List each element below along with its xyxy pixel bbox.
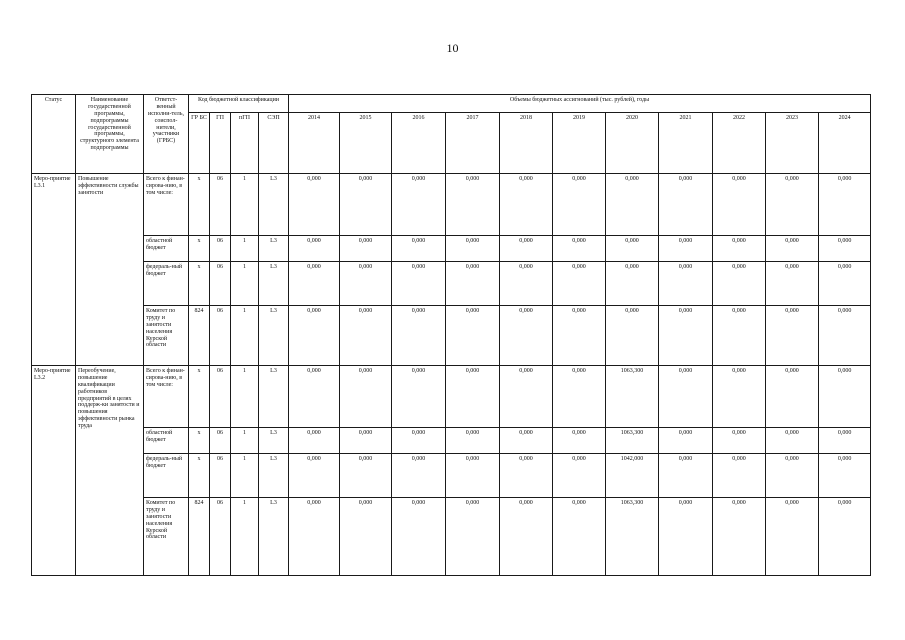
header-volumes: Объемы бюджетных ассигнований (тыс. рублей), годы xyxy=(289,95,871,113)
header-year: 2022 xyxy=(713,113,766,174)
sep-cell: L3 xyxy=(259,454,289,498)
value-cell: 0,000 xyxy=(819,498,871,576)
value-cell: 0,000 xyxy=(446,236,500,262)
grbs-cell: 824 xyxy=(189,306,210,366)
value-cell: 0,000 xyxy=(819,366,871,428)
gp-cell: 06 xyxy=(210,174,231,236)
value-cell: 1063,300 xyxy=(606,498,659,576)
value-cell: 0,000 xyxy=(392,174,446,236)
header-year: 2020 xyxy=(606,113,659,174)
gp-cell: 06 xyxy=(210,236,231,262)
value-cell: 0,000 xyxy=(392,454,446,498)
value-cell: 0,000 xyxy=(289,428,340,454)
table-row xyxy=(32,306,871,366)
pgp-cell: 1 xyxy=(231,428,259,454)
header-year: 2023 xyxy=(766,113,819,174)
value-cell: 0,000 xyxy=(289,174,340,236)
header-year: 2019 xyxy=(553,113,606,174)
value-cell: 0,000 xyxy=(446,306,500,366)
grbs-cell: 824 xyxy=(189,498,210,576)
value-cell: 0,000 xyxy=(819,428,871,454)
table-row xyxy=(32,428,871,454)
value-cell: 0,000 xyxy=(392,262,446,306)
value-cell: 0,000 xyxy=(500,428,553,454)
pgp-cell: 1 xyxy=(231,174,259,236)
value-cell: 0,000 xyxy=(340,498,392,576)
value-cell: 0,000 xyxy=(446,174,500,236)
value-cell: 0,000 xyxy=(500,454,553,498)
value-cell: 0,000 xyxy=(553,498,606,576)
value-cell: 0,000 xyxy=(819,306,871,366)
value-cell: 0,000 xyxy=(340,366,392,428)
value-cell: 0,000 xyxy=(766,236,819,262)
measure-name-cell: Повышение эффективности службы занятости xyxy=(76,174,144,366)
table-row xyxy=(32,454,871,498)
value-cell: 0,000 xyxy=(659,366,713,428)
grbs-cell: х xyxy=(189,174,210,236)
value-cell: 0,000 xyxy=(659,498,713,576)
value-cell: 0,000 xyxy=(289,454,340,498)
header-row-top xyxy=(32,95,871,113)
table-row xyxy=(32,236,871,262)
sep-cell: L3 xyxy=(259,498,289,576)
value-cell: 0,000 xyxy=(500,174,553,236)
value-cell: 0,000 xyxy=(500,236,553,262)
page-number: 10 xyxy=(446,41,459,55)
value-cell: 1063,300 xyxy=(606,366,659,428)
executor-cell: федераль-ный бюджет xyxy=(144,454,189,498)
sep-cell: L3 xyxy=(259,236,289,262)
executor-cell: областной бюджет xyxy=(144,428,189,454)
value-cell: 0,000 xyxy=(766,428,819,454)
value-cell: 0,000 xyxy=(553,306,606,366)
value-cell: 0,000 xyxy=(713,366,766,428)
value-cell: 0,000 xyxy=(289,366,340,428)
value-cell: 0,000 xyxy=(819,262,871,306)
value-cell: 0,000 xyxy=(713,306,766,366)
status-cell: Меро-приятие L3.2 xyxy=(32,366,76,576)
value-cell: 0,000 xyxy=(713,174,766,236)
value-cell: 0,000 xyxy=(766,498,819,576)
header-year: 2015 xyxy=(340,113,392,174)
header-year: 2021 xyxy=(659,113,713,174)
grbs-cell: х xyxy=(189,366,210,428)
gp-cell: 06 xyxy=(210,262,231,306)
value-cell: 0,000 xyxy=(340,454,392,498)
executor-cell: федераль-ный бюджет xyxy=(144,262,189,306)
value-cell: 0,000 xyxy=(446,428,500,454)
measure-name-cell: Переобучение, повышение квалификации работников предприятий в целях поддерж-ки занятости и повышения эффективности рынка труда xyxy=(76,366,144,576)
grbs-cell: х xyxy=(189,428,210,454)
value-cell: 0,000 xyxy=(500,306,553,366)
sep-cell: L3 xyxy=(259,306,289,366)
value-cell: 0,000 xyxy=(392,428,446,454)
gp-cell: 06 xyxy=(210,428,231,454)
header-year: 2024 xyxy=(819,113,871,174)
grbs-cell: х xyxy=(189,454,210,498)
value-cell: 0,000 xyxy=(766,306,819,366)
header-year: 2018 xyxy=(500,113,553,174)
value-cell: 0,000 xyxy=(392,236,446,262)
executor-cell: областной бюджет xyxy=(144,236,189,262)
value-cell: 0,000 xyxy=(446,366,500,428)
table-body xyxy=(32,174,871,576)
value-cell: 0,000 xyxy=(766,262,819,306)
value-cell: 0,000 xyxy=(713,262,766,306)
value-cell: 0,000 xyxy=(392,306,446,366)
value-cell: 0,000 xyxy=(713,236,766,262)
value-cell: 1042,000 xyxy=(606,454,659,498)
sep-cell: L3 xyxy=(259,262,289,306)
value-cell: 0,000 xyxy=(659,236,713,262)
pgp-cell: 1 xyxy=(231,262,259,306)
value-cell: 0,000 xyxy=(500,366,553,428)
header-status: Статус xyxy=(32,95,76,174)
pgp-cell: 1 xyxy=(231,498,259,576)
value-cell: 0,000 xyxy=(553,454,606,498)
value-cell: 0,000 xyxy=(340,306,392,366)
value-cell: 0,000 xyxy=(606,236,659,262)
value-cell: 0,000 xyxy=(392,498,446,576)
gp-cell: 06 xyxy=(210,306,231,366)
value-cell: 0,000 xyxy=(606,174,659,236)
value-cell: 0,000 xyxy=(340,236,392,262)
value-cell: 1063,300 xyxy=(606,428,659,454)
sep-cell: L3 xyxy=(259,366,289,428)
header-year: 2014 xyxy=(289,113,340,174)
gp-cell: 06 xyxy=(210,454,231,498)
executor-cell: Всего к финан-сирова-нию, в том числе: xyxy=(144,366,189,428)
pgp-cell: 1 xyxy=(231,236,259,262)
header-pgp: пГП xyxy=(231,113,259,174)
value-cell: 0,000 xyxy=(713,498,766,576)
gp-cell: 06 xyxy=(210,366,231,428)
table-row xyxy=(32,498,871,576)
header-year: 2016 xyxy=(392,113,446,174)
value-cell: 0,000 xyxy=(659,454,713,498)
value-cell: 0,000 xyxy=(553,262,606,306)
budget-table xyxy=(31,94,871,576)
value-cell: 0,000 xyxy=(659,174,713,236)
value-cell: 0,000 xyxy=(659,428,713,454)
value-cell: 0,000 xyxy=(553,174,606,236)
executor-cell: Всего к финан-сирова-нию, в том числе: xyxy=(144,174,189,236)
header-sep: СЭП xyxy=(259,113,289,174)
executor-cell: Комитет по труду и занятости населения Курской области xyxy=(144,498,189,576)
table-row xyxy=(32,366,871,428)
value-cell: 0,000 xyxy=(553,236,606,262)
pgp-cell: 1 xyxy=(231,306,259,366)
value-cell: 0,000 xyxy=(289,236,340,262)
value-cell: 0,000 xyxy=(766,366,819,428)
value-cell: 0,000 xyxy=(340,262,392,306)
value-cell: 0,000 xyxy=(289,262,340,306)
value-cell: 0,000 xyxy=(500,262,553,306)
value-cell: 0,000 xyxy=(766,174,819,236)
value-cell: 0,000 xyxy=(713,428,766,454)
pgp-cell: 1 xyxy=(231,454,259,498)
grbs-cell: х xyxy=(189,236,210,262)
value-cell: 0,000 xyxy=(289,306,340,366)
status-cell: Меро-приятие L3.1 xyxy=(32,174,76,366)
sep-cell: L3 xyxy=(259,428,289,454)
header-gp: ГП xyxy=(210,113,231,174)
value-cell: 0,000 xyxy=(340,428,392,454)
header-name: Наименование государственной программы, подпрограммы государственной программы, структурного элемента подпрограммы xyxy=(76,95,144,174)
value-cell: 0,000 xyxy=(446,454,500,498)
header-executor: Ответст-венный исполни-тель, соиспол-нители, участники (ГРБС) xyxy=(144,95,189,174)
pgp-cell: 1 xyxy=(231,366,259,428)
value-cell: 0,000 xyxy=(713,454,766,498)
header-code-group: Код бюджетной классификации xyxy=(189,95,289,113)
value-cell: 0,000 xyxy=(446,498,500,576)
value-cell: 0,000 xyxy=(659,306,713,366)
table-row xyxy=(32,262,871,306)
value-cell: 0,000 xyxy=(606,262,659,306)
gp-cell: 06 xyxy=(210,498,231,576)
value-cell: 0,000 xyxy=(606,306,659,366)
header-year: 2017 xyxy=(446,113,500,174)
value-cell: 0,000 xyxy=(553,366,606,428)
value-cell: 0,000 xyxy=(766,454,819,498)
table-row xyxy=(32,174,871,236)
value-cell: 0,000 xyxy=(446,262,500,306)
value-cell: 0,000 xyxy=(500,498,553,576)
executor-cell: Комитет по труду и занятости населения Курской области xyxy=(144,306,189,366)
value-cell: 0,000 xyxy=(553,428,606,454)
value-cell: 0,000 xyxy=(819,236,871,262)
grbs-cell: х xyxy=(189,262,210,306)
sep-cell: L3 xyxy=(259,174,289,236)
value-cell: 0,000 xyxy=(819,454,871,498)
value-cell: 0,000 xyxy=(819,174,871,236)
value-cell: 0,000 xyxy=(392,366,446,428)
value-cell: 0,000 xyxy=(289,498,340,576)
value-cell: 0,000 xyxy=(340,174,392,236)
header-grbs: ГР БС xyxy=(189,113,210,174)
value-cell: 0,000 xyxy=(659,262,713,306)
